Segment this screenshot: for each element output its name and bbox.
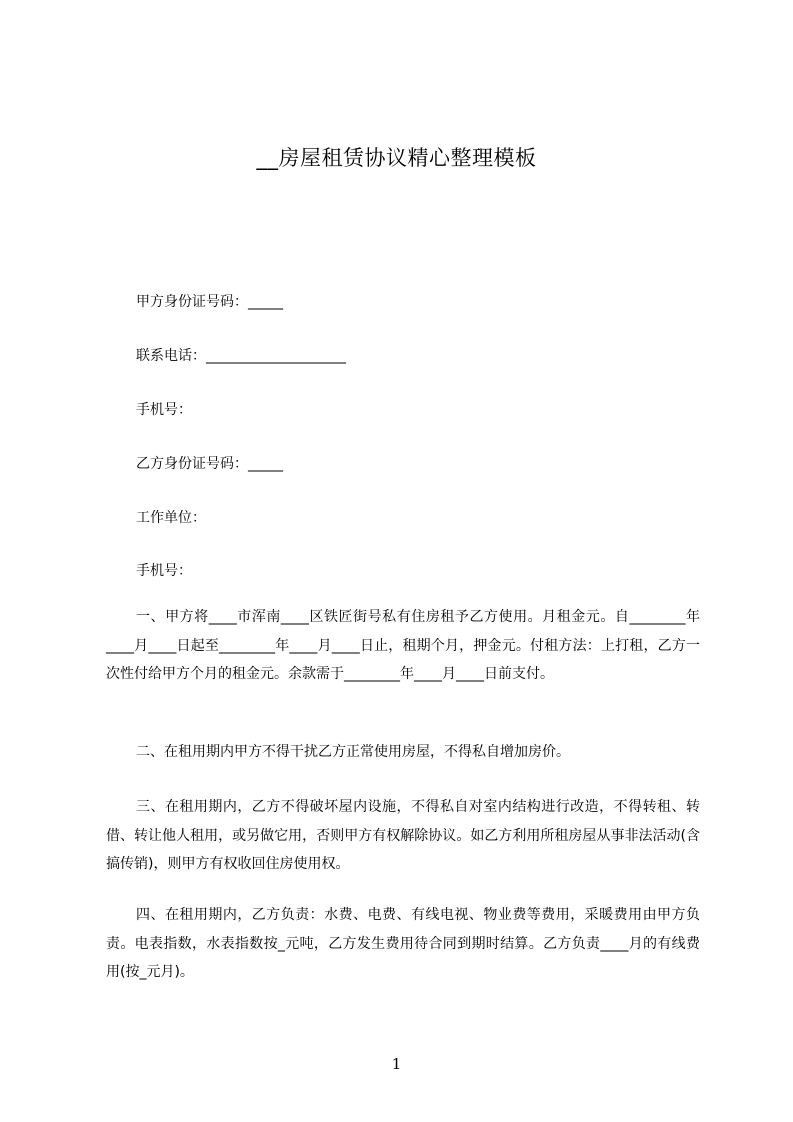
clause-3: 三、在租用期内，乙方不得破坏屋内设施，不得私自对室内结构进行改造，不得转租、转借、转让他人租用，或另做它用，否则甲方有权解除协议。如乙方利用所租房屋从事非法活动(含搞传销)，则甲方有权收回住房使用权。 xyxy=(106,799,700,872)
clause-4: 四、在租用期内，乙方负责：水费、电费、有线电视、物业费等费用，采暖费用由甲方负责。电表指数，水表指数按_元吨，乙方发生费用待合同到期时结算。乙方负责____月的有线费用(按_元月)。 xyxy=(106,907,700,980)
page-number: 1 xyxy=(391,1055,402,1073)
party-a-id-field: 甲方身份证号码：_____ xyxy=(136,294,283,310)
clause-2: 二、在租用期内甲方不得干扰乙方正常使用房屋，不得私自增加房价。 xyxy=(136,744,570,760)
party-b-id-field: 乙方身份证号码：_____ xyxy=(136,456,283,472)
document-title: __房屋租赁协议精心整理模板 xyxy=(256,146,537,170)
contact-phone-field: 联系电话：____________________ xyxy=(136,348,346,364)
work-unit-field: 工作单位： xyxy=(136,510,206,526)
party-b-mobile-field: 手机号： xyxy=(136,563,192,579)
party-a-mobile-field: 手机号： xyxy=(136,402,192,418)
clause-1: 一、甲方将____市浑南____区铁匠街号私有住房租予乙方使用。月租金元。自________年____月____日起至________年____月____日止，租期个月，押金元。付租方法：上打租，乙方一次性付给甲方个月的租金元。余款需于________年____月____日前支付。 xyxy=(106,609,700,682)
